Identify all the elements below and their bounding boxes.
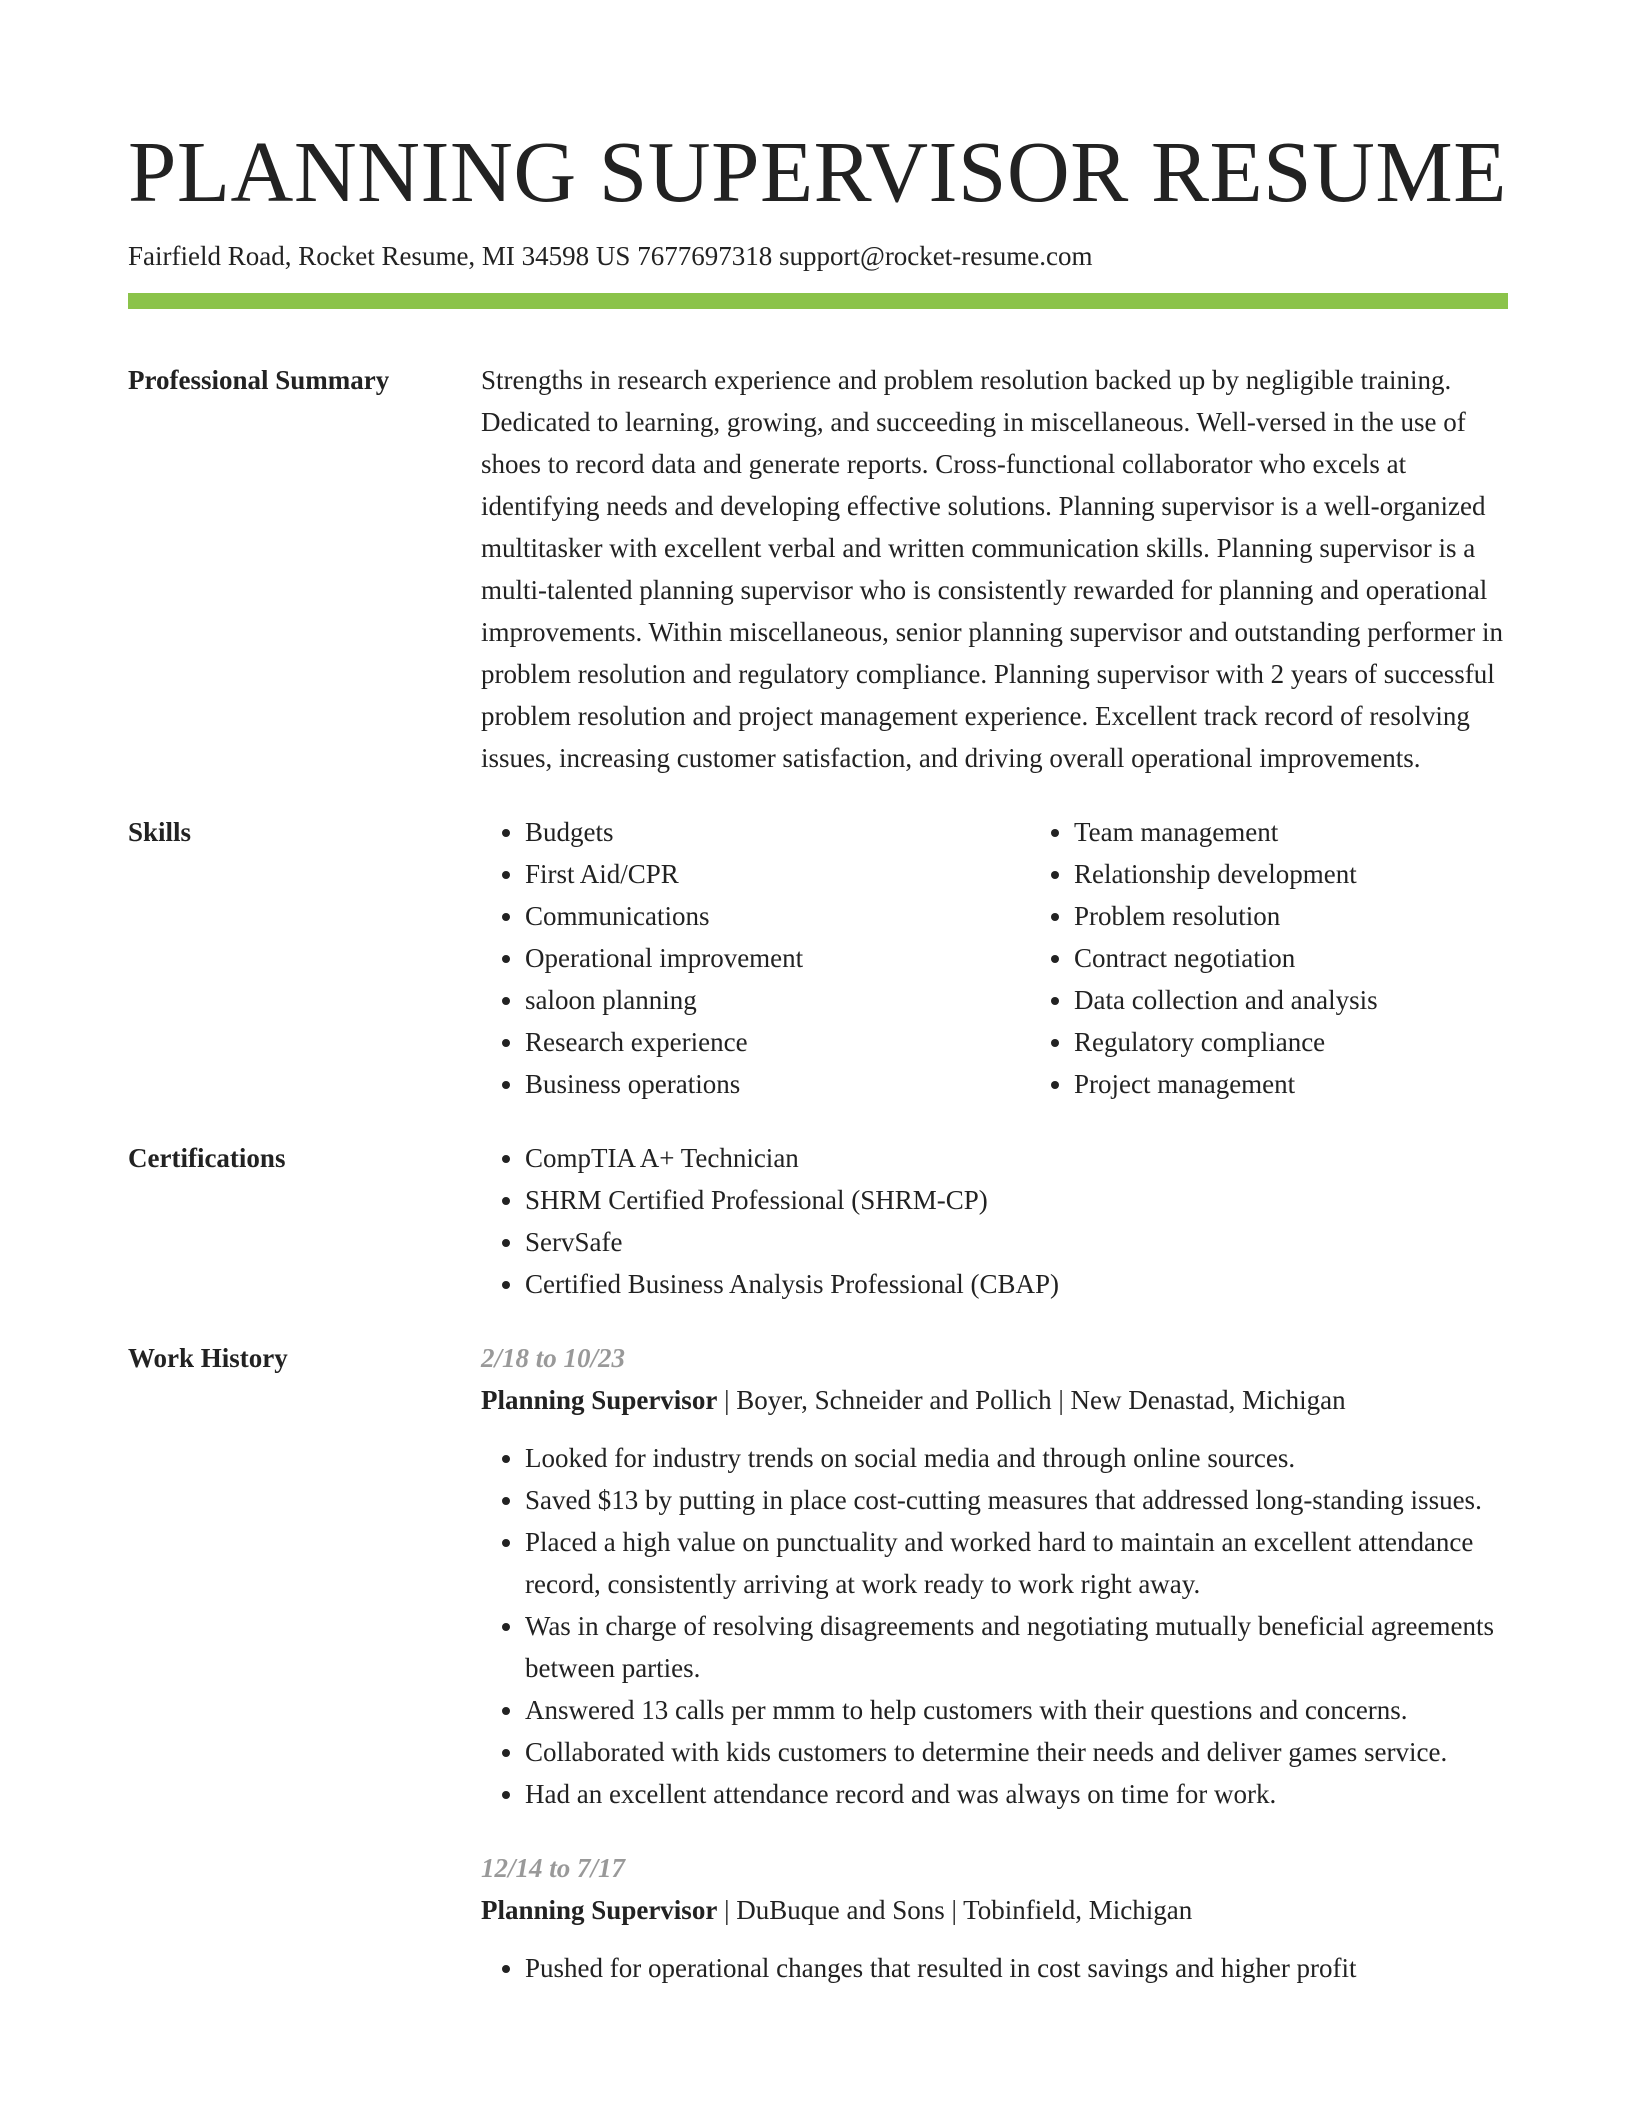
skill-item: • Budgets — [525, 811, 1030, 853]
job-details: | DuBuque and Sons | Tobinfield, Michigan — [717, 1895, 1193, 1925]
certification-item: • SHRM Certified Professional (SHRM-CP) — [525, 1179, 1508, 1221]
job-title: Planning Supervisor — [481, 1895, 718, 1925]
job-details: | Boyer, Schneider and Pollich | New Denastad, Michigan — [717, 1385, 1346, 1415]
skill-item: • Project management — [1074, 1063, 1579, 1105]
job-heading — [481, 1889, 1508, 1931]
job-date: 12/14 to 7/17 — [481, 1853, 626, 1883]
job-bullet: • Placed a high value on punctuality and worked hard to maintain an excellent attendance record, consistently arriving at work ready to work right away. — [525, 1521, 1508, 1605]
job-heading — [481, 1379, 1508, 1421]
section-label-work-history: Work History — [128, 1343, 288, 1373]
skills-column-2 — [1030, 811, 1579, 1105]
resume-title: PLANNING SUPERVISOR RESUME — [128, 123, 1507, 220]
section-label-skills: Skills — [128, 817, 192, 847]
job-entry — [481, 1847, 1508, 1989]
skill-item: • Relationship development — [1074, 853, 1579, 895]
skill-item: • Problem resolution — [1074, 895, 1579, 937]
skill-item: • Regulatory compliance — [1074, 1021, 1579, 1063]
skill-item: • Communications — [525, 895, 1030, 937]
skill-item: • First Aid/CPR — [525, 853, 1030, 895]
skill-item: • Research experience — [525, 1021, 1030, 1063]
skills-column-1 — [481, 811, 1030, 1105]
certifications-list — [481, 1137, 1508, 1305]
skill-item: • Contract negotiation — [1074, 937, 1579, 979]
contact-address: Fairfield Road, Rocket Resume, MI 34598 US — [128, 241, 631, 271]
section-label-summary: Professional Summary — [128, 365, 390, 395]
job-bullets — [481, 1947, 1508, 1989]
section-skills — [128, 811, 1508, 1105]
job-bullet: • Looked for industry trends on social media and through online sources. — [525, 1437, 1508, 1479]
contact-line — [128, 238, 1508, 274]
skill-item: • saloon planning — [525, 979, 1030, 1021]
summary-text: Strengths in research experience and problem resolution backed up by negligible training. Dedicated to learning, growing, and succeeding in miscellaneous. Well-versed in the use of shoes to record data and generate reports. Cross-functional collaborator who excels at identifying needs and developing effective solutions. Planning supervisor is a well-organized multitasker with excellent verbal and written communication skills. Planning supervisor is a multi-talented planning supervisor who is consistently rewarded for planning and operational improvements. Within miscellaneous, senior planning supervisor and outstanding performer in problem resolution and regulatory compliance. Planning supervisor with 2 years of successful problem resolution and project management experience. Excellent track record of resolving issues, increasing customer satisfaction, and driving overall operational improvements. — [481, 365, 1503, 773]
section-work-history — [128, 1337, 1508, 1989]
job-title: Planning Supervisor — [481, 1385, 718, 1415]
section-professional-summary — [128, 359, 1508, 779]
job-bullets — [481, 1437, 1508, 1815]
job-bullet: • Was in charge of resolving disagreements and negotiating mutually beneficial agreements between parties. — [525, 1605, 1508, 1689]
skills-body — [481, 811, 1579, 1105]
certification-item: • Certified Business Analysis Professional (CBAP) — [525, 1263, 1508, 1305]
header-accent-rule — [128, 293, 1508, 309]
certification-item: • ServSafe — [525, 1221, 1508, 1263]
skill-item: • Team management — [1074, 811, 1579, 853]
certifications-body — [481, 1137, 1508, 1305]
work-history-body — [481, 1337, 1508, 1989]
section-label-certifications: Certifications — [128, 1143, 286, 1173]
job-date: 2/18 to 10/23 — [481, 1343, 626, 1373]
section-certifications — [128, 1137, 1508, 1305]
summary-body — [481, 359, 1508, 779]
job-entry — [481, 1337, 1508, 1815]
certification-item: • CompTIA A+ Technician — [525, 1137, 1508, 1179]
job-bullet: • Had an excellent attendance record and was always on time for work. — [525, 1773, 1508, 1815]
skill-item: • Data collection and analysis — [1074, 979, 1579, 1021]
job-bullet: • Pushed for operational changes that resulted in cost savings and higher profit — [525, 1947, 1508, 1989]
skill-item: • Operational improvement — [525, 937, 1030, 979]
job-bullet: • Answered 13 calls per mmm to help customers with their questions and concerns. — [525, 1689, 1508, 1731]
job-bullet: • Saved $13 by putting in place cost-cutting measures that addressed long-standing issues. — [525, 1479, 1508, 1521]
job-bullet: • Collaborated with kids customers to determine their needs and deliver games service. — [525, 1731, 1508, 1773]
contact-email: support@rocket-resume.com — [778, 241, 1093, 271]
contact-phone: 7677697318 — [637, 241, 773, 271]
skill-item: • Business operations — [525, 1063, 1030, 1105]
